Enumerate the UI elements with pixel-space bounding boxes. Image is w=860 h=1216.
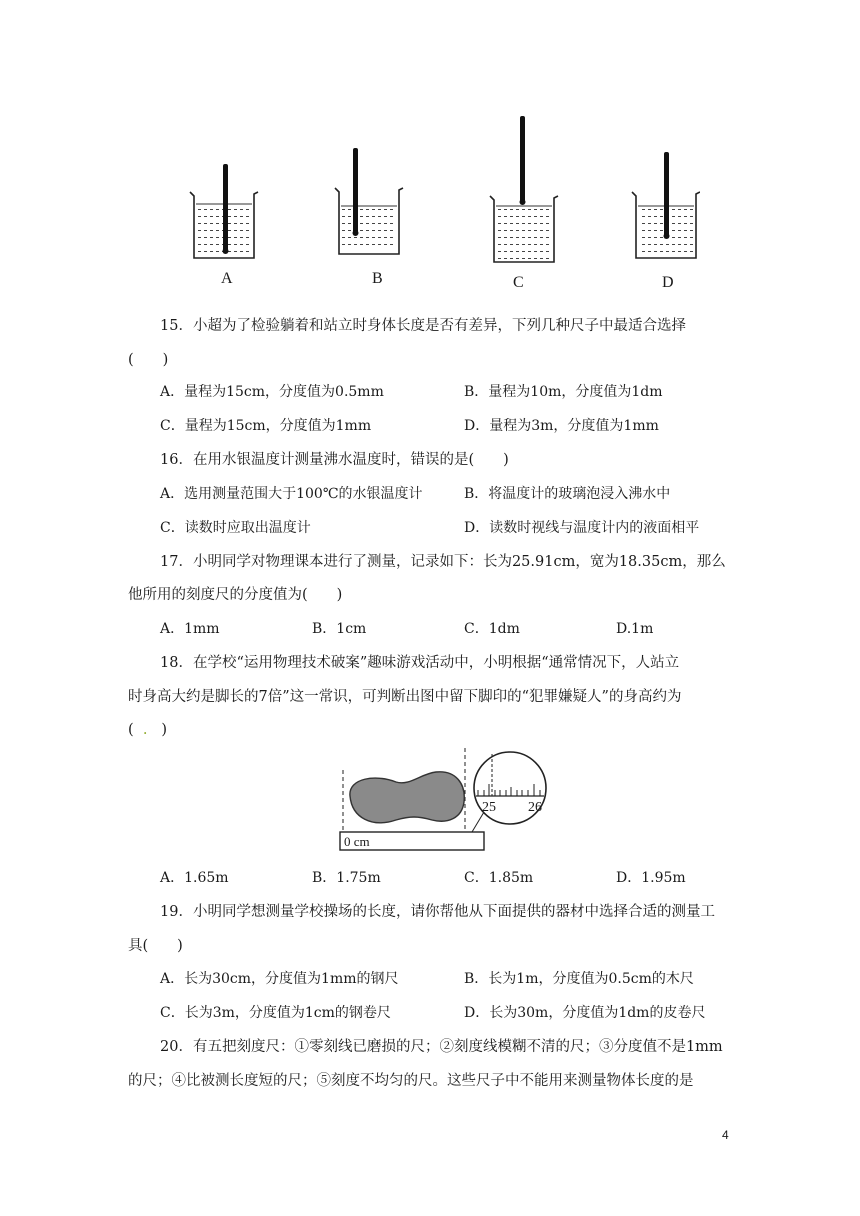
beaker-d (632, 152, 700, 258)
question-16-option-a: A．选用测量范围大于100℃的水银温度计 (160, 486, 423, 502)
footprint-shape (350, 772, 464, 823)
question-16-option-c: C．读数时应取出温度计 (160, 520, 311, 536)
question-18-answer-blank: ( . ) (128, 722, 167, 738)
question-16-option-b: B．将温度计的玻璃泡浸入沸水中 (464, 486, 671, 502)
magnifier-tick-26: 26 (528, 800, 542, 815)
magnifier-tick-25: 25 (482, 800, 496, 815)
question-16-option-d: D．读数时视线与温度计内的液面相平 (464, 520, 700, 536)
question-19-option-a: A．长为30cm，分度值为1mm的钢尺 (160, 971, 399, 987)
question-19-option-c: C．长为3m，分度值为1cm的钢卷尺 (160, 1005, 391, 1021)
question-19-option-d: D．长为30m，分度值为1dm的皮卷尺 (464, 1005, 706, 1021)
question-15-option-c: C．量程为15cm，分度值为1mm (160, 418, 372, 434)
question-18-option-d: D．1.95m (616, 870, 686, 886)
question-19-stem: 19．小明同学想测量学校操场的长度，请你帮他从下面提供的器材中选择合适的测量工 (160, 904, 715, 920)
question-18-stem-cont: 时身高大约是脚长的7倍”这一常识，可判断出图中留下脚印的“犯罪嫌疑人”的身高约为 (128, 689, 682, 705)
question-15-option-d: D．量程为3m，分度值为1mm (464, 418, 659, 434)
question-18-stem: 18．在学校“运用物理技术破案”趣味游戏活动中，小明根据“通常情况下，人站立 (160, 655, 680, 671)
question-17-stem: 17．小明同学对物理课本进行了测量，记录如下：长为25.91cm，宽为18.35cm，那么 (160, 554, 726, 570)
question-17-option-c: C．1dm (464, 621, 520, 637)
question-19-stem-cont: 具( ) (128, 938, 183, 954)
question-19-option-b: B．长为1m，分度值为0.5cm的木尺 (464, 971, 694, 987)
ruler-zero-label: 0 cm (344, 834, 370, 849)
question-17-option-b: B．1cm (312, 621, 367, 637)
question-20-stem: 20．有五把刻度尺：①零刻线已磨损的尺；②刻度线模糊不清的尺；③分度值不是1mm (160, 1039, 723, 1055)
figure-label-b: B (372, 270, 383, 287)
thermometer-beakers-figure (180, 108, 700, 298)
figure-label-d: D (662, 274, 674, 291)
beaker-a (190, 164, 258, 258)
footprint-ruler-figure (336, 744, 556, 856)
question-18-option-a: A．1.65m (160, 870, 229, 886)
question-20-stem-cont: 的尺；④比被测长度短的尺；⑤刻度不均匀的尺。这些尺子中不能用来测量物体长度的是 (128, 1073, 694, 1089)
question-17-stem-cont: 他所用的刻度尺的分度值为( ) (128, 587, 343, 603)
beaker-b (335, 148, 403, 254)
question-15-answer-blank: ( ) (128, 352, 169, 368)
question-18-option-b: B．1.75m (312, 870, 381, 886)
question-15-stem: 15．小超为了检验躺着和站立时身体长度是否有差异，下列几种尺子中最适合选择 (160, 318, 686, 334)
question-16-stem: 16．在用水银温度计测量沸水温度时，错误的是( ) (160, 452, 509, 468)
figure-label-c: C (513, 274, 524, 291)
question-17-option-a: A．1mm (160, 621, 220, 637)
page-number: 4 (722, 1128, 729, 1142)
question-15-option-b: B．量程为10m，分度值为1dm (464, 384, 663, 400)
question-17-option-d: D.1m (616, 621, 654, 637)
question-18-option-c: C．1.85m (464, 870, 534, 886)
figure-label-a: A (221, 270, 233, 287)
question-15-option-a: A．量程为15cm，分度值为0.5mm (160, 384, 384, 400)
beaker-c (490, 116, 558, 262)
